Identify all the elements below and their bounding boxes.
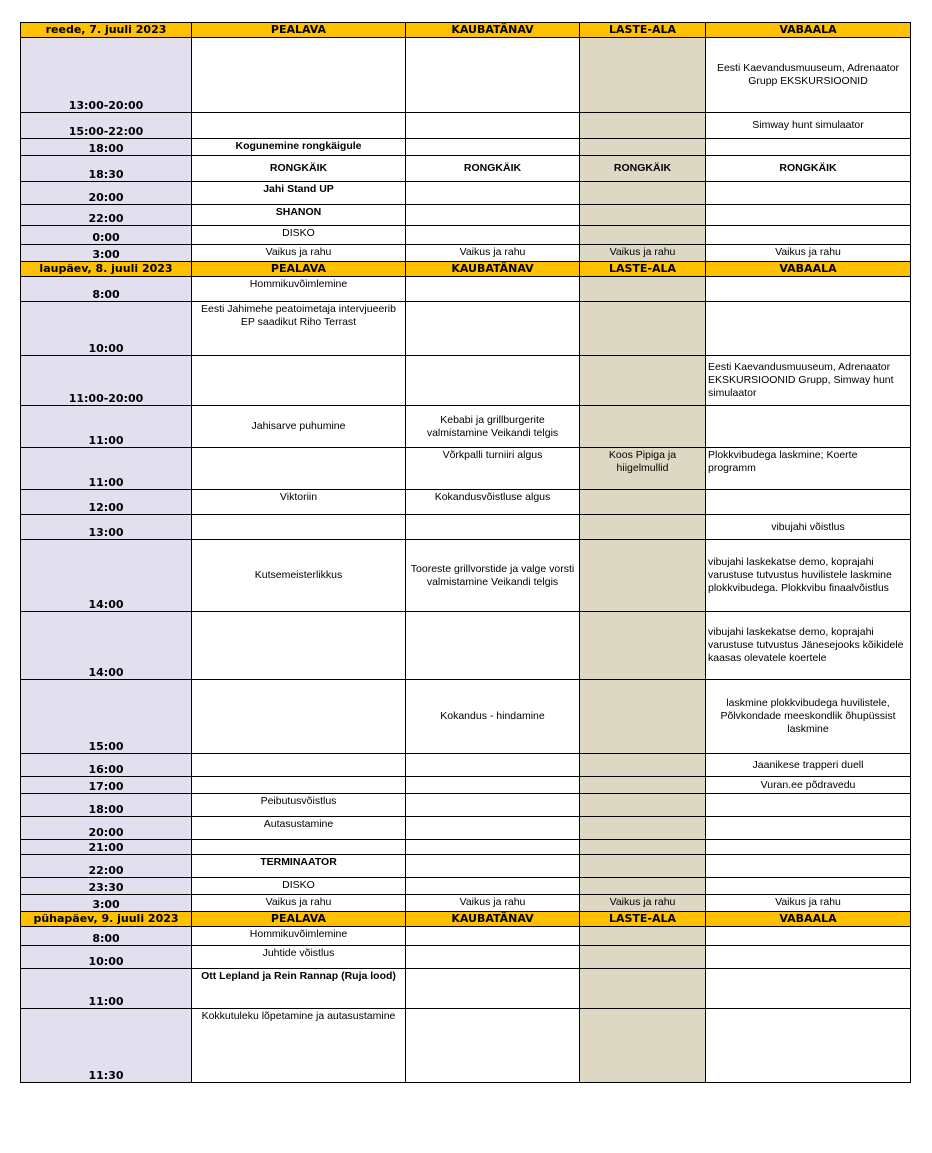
- time-cell: 13:00: [21, 515, 192, 540]
- time-cell: 23:30: [21, 878, 192, 895]
- time-cell: 18:30: [21, 156, 192, 182]
- schedule-table: [20, 22, 911, 1083]
- column-header: LASTE-ALA: [580, 23, 706, 38]
- event-cell: [580, 969, 706, 1009]
- event-cell: Vaikus ja rahu: [192, 245, 406, 262]
- column-header: VABAALA: [706, 23, 911, 38]
- event-cell: Jahisarve puhumine: [192, 406, 406, 448]
- event-cell: [192, 356, 406, 406]
- event-cell: [192, 754, 406, 777]
- schedule-row: [21, 612, 911, 680]
- event-cell: DISKO: [192, 226, 406, 245]
- event-cell: [580, 356, 706, 406]
- event-cell: [706, 927, 911, 946]
- event-cell: Simway hunt simulaator: [706, 113, 911, 139]
- event-cell: [580, 540, 706, 612]
- time-cell: 14:00: [21, 612, 192, 680]
- schedule-row: [21, 1009, 911, 1083]
- event-cell: [706, 1009, 911, 1083]
- time-cell: 12:00: [21, 490, 192, 515]
- time-cell: 18:00: [21, 794, 192, 817]
- event-cell: [192, 840, 406, 855]
- event-cell: [580, 38, 706, 113]
- event-cell: [706, 182, 911, 205]
- schedule-row: [21, 245, 911, 262]
- time-cell: 11:00: [21, 969, 192, 1009]
- event-cell: [406, 38, 580, 113]
- event-cell: [406, 182, 580, 205]
- event-cell: RONGKÄIK: [406, 156, 580, 182]
- event-cell: [580, 1009, 706, 1083]
- event-cell: [406, 969, 580, 1009]
- event-cell: [192, 448, 406, 490]
- event-cell: Kokkutuleku lõpetamine ja autasustamine: [192, 1009, 406, 1083]
- event-cell: TERMINAATOR: [192, 855, 406, 878]
- event-cell: [192, 38, 406, 113]
- event-cell: Eesti Kaevandusmuuseum, Adrenaator EKSKURSIOONID Grupp, Simway hunt simulaator: [706, 356, 911, 406]
- event-cell: [580, 840, 706, 855]
- column-header: LASTE-ALA: [580, 912, 706, 927]
- event-cell: [406, 302, 580, 356]
- schedule-row: [21, 113, 911, 139]
- event-cell: [580, 777, 706, 794]
- time-cell: 22:00: [21, 205, 192, 226]
- event-cell: [406, 794, 580, 817]
- event-cell: [580, 302, 706, 356]
- event-cell: Vaikus ja rahu: [192, 895, 406, 912]
- event-cell: [706, 277, 911, 302]
- time-cell: 11:00: [21, 406, 192, 448]
- time-cell: 0:00: [21, 226, 192, 245]
- schedule-row: [21, 490, 911, 515]
- event-cell: Vaikus ja rahu: [406, 245, 580, 262]
- event-cell: Eesti Kaevandusmuuseum, Adrenaator Grupp EKSKURSIOONID: [706, 38, 911, 113]
- event-cell: Vaikus ja rahu: [406, 895, 580, 912]
- time-cell: 8:00: [21, 927, 192, 946]
- event-cell: Kebabi ja grillburgerite valmistamine Veikandi telgis: [406, 406, 580, 448]
- schedule-row: [21, 302, 911, 356]
- event-cell: Jaanikese trapperi duell: [706, 754, 911, 777]
- event-cell: Ott Lepland ja Rein Rannap (Ruja lood): [192, 969, 406, 1009]
- column-header: KAUBATÄNAV: [406, 912, 580, 927]
- schedule-row: [21, 794, 911, 817]
- event-cell: Jahi Stand UP: [192, 182, 406, 205]
- event-cell: [406, 356, 580, 406]
- schedule-row: [21, 878, 911, 895]
- event-cell: [580, 878, 706, 895]
- time-cell: 16:00: [21, 754, 192, 777]
- event-cell: Kokandusvõistluse algus: [406, 490, 580, 515]
- event-cell: [580, 817, 706, 840]
- schedule-row: [21, 406, 911, 448]
- schedule-row: [21, 226, 911, 245]
- column-header: PEALAVA: [192, 912, 406, 927]
- event-cell: [192, 515, 406, 540]
- day-header-row: [21, 23, 911, 38]
- time-cell: 3:00: [21, 895, 192, 912]
- event-cell: [706, 302, 911, 356]
- time-cell: 8:00: [21, 277, 192, 302]
- event-cell: Vaikus ja rahu: [706, 245, 911, 262]
- event-cell: SHANON: [192, 205, 406, 226]
- schedule-row: [21, 817, 911, 840]
- time-cell: 10:00: [21, 946, 192, 969]
- schedule-body: [21, 23, 911, 1083]
- schedule-row: [21, 205, 911, 226]
- event-cell: Kokandus - hindamine: [406, 680, 580, 754]
- day-header-row: [21, 912, 911, 927]
- schedule-row: [21, 680, 911, 754]
- schedule-row: [21, 182, 911, 205]
- event-cell: [580, 515, 706, 540]
- event-cell: vibujahi laskekatse demo, koprajahi varustuse tutvustus Jänesejooks kõikidele kaasas olevatele koertele: [706, 612, 911, 680]
- event-cell: [406, 878, 580, 895]
- event-cell: [580, 490, 706, 515]
- day-label: pühapäev, 9. juuli 2023: [21, 912, 192, 927]
- time-cell: 13:00-20:00: [21, 38, 192, 113]
- event-cell: [706, 817, 911, 840]
- event-cell: [406, 277, 580, 302]
- event-cell: [580, 182, 706, 205]
- column-header: PEALAVA: [192, 23, 406, 38]
- event-cell: [406, 946, 580, 969]
- event-cell: [406, 113, 580, 139]
- day-label: reede, 7. juuli 2023: [21, 23, 192, 38]
- time-cell: 10:00: [21, 302, 192, 356]
- time-cell: 20:00: [21, 817, 192, 840]
- schedule-row: [21, 969, 911, 1009]
- time-cell: 11:00: [21, 448, 192, 490]
- event-cell: [706, 139, 911, 156]
- event-cell: Autasustamine: [192, 817, 406, 840]
- time-cell: 11:00-20:00: [21, 356, 192, 406]
- event-cell: Vaikus ja rahu: [580, 895, 706, 912]
- event-cell: [406, 840, 580, 855]
- schedule-row: [21, 515, 911, 540]
- event-cell: [580, 946, 706, 969]
- event-cell: [580, 226, 706, 245]
- event-cell: [406, 205, 580, 226]
- day-label: laupäev, 8. juuli 2023: [21, 262, 192, 277]
- time-cell: 15:00: [21, 680, 192, 754]
- event-cell: [192, 612, 406, 680]
- event-cell: [406, 226, 580, 245]
- event-cell: RONGKÄIK: [192, 156, 406, 182]
- event-cell: [580, 205, 706, 226]
- event-cell: Plokkvibudega laskmine; Koerte programm: [706, 448, 911, 490]
- time-cell: 17:00: [21, 777, 192, 794]
- event-cell: Eesti Jahimehe peatoimetaja intervjueerib EP saadikut Riho Terrast: [192, 302, 406, 356]
- event-cell: [580, 406, 706, 448]
- event-cell: Tooreste grillvorstide ja valge vorsti valmistamine Veikandi telgis: [406, 540, 580, 612]
- time-cell: 14:00: [21, 540, 192, 612]
- schedule-row: [21, 38, 911, 113]
- event-cell: DISKO: [192, 878, 406, 895]
- time-cell: 11:30: [21, 1009, 192, 1083]
- schedule-row: [21, 855, 911, 878]
- time-cell: 22:00: [21, 855, 192, 878]
- time-cell: 21:00: [21, 840, 192, 855]
- event-cell: Hommikuvõimlemine: [192, 927, 406, 946]
- event-cell: [406, 777, 580, 794]
- event-cell: [192, 777, 406, 794]
- event-cell: RONGKÄIK: [706, 156, 911, 182]
- event-cell: [706, 406, 911, 448]
- schedule-row: [21, 156, 911, 182]
- event-cell: Viktoriin: [192, 490, 406, 515]
- column-header: KAUBATÄNAV: [406, 262, 580, 277]
- event-cell: Vuran.ee põdravedu: [706, 777, 911, 794]
- schedule-row: [21, 927, 911, 946]
- day-header-row: [21, 262, 911, 277]
- column-header: VABAALA: [706, 262, 911, 277]
- event-cell: [706, 946, 911, 969]
- event-cell: [580, 927, 706, 946]
- event-cell: Vaikus ja rahu: [580, 245, 706, 262]
- event-cell: RONGKÄIK: [580, 156, 706, 182]
- schedule-row: [21, 277, 911, 302]
- event-cell: [406, 139, 580, 156]
- event-cell: [406, 1009, 580, 1083]
- schedule-row: [21, 448, 911, 490]
- column-header: KAUBATÄNAV: [406, 23, 580, 38]
- event-cell: Koos Pipiga ja hiigelmullid: [580, 448, 706, 490]
- time-cell: 15:00-22:00: [21, 113, 192, 139]
- column-header: VABAALA: [706, 912, 911, 927]
- schedule-row: [21, 139, 911, 156]
- event-cell: [406, 817, 580, 840]
- event-cell: [580, 855, 706, 878]
- time-cell: 20:00: [21, 182, 192, 205]
- event-cell: [580, 754, 706, 777]
- event-cell: [706, 794, 911, 817]
- schedule-row: [21, 356, 911, 406]
- event-cell: [406, 855, 580, 878]
- schedule-row: [21, 840, 911, 855]
- event-cell: Kogunemine rongkäigule: [192, 139, 406, 156]
- event-cell: vibujahi laskekatse demo, koprajahi varustuse tutvustus huvilistele laskmine plokkvibudega. Plokkvibu finaalvõistlus: [706, 540, 911, 612]
- time-cell: 18:00: [21, 139, 192, 156]
- schedule-row: [21, 754, 911, 777]
- event-cell: [706, 840, 911, 855]
- event-cell: [706, 205, 911, 226]
- event-cell: [580, 139, 706, 156]
- event-cell: [406, 612, 580, 680]
- schedule-row: [21, 777, 911, 794]
- event-cell: [406, 515, 580, 540]
- event-cell: [706, 969, 911, 1009]
- event-cell: [406, 754, 580, 777]
- schedule-row: [21, 895, 911, 912]
- event-cell: [706, 226, 911, 245]
- event-cell: laskmine plokkvibudega huvilistele, Põlvkondade meeskondlik õhupüssist laskmine: [706, 680, 911, 754]
- event-cell: [706, 855, 911, 878]
- event-cell: [192, 113, 406, 139]
- event-cell: [706, 490, 911, 515]
- event-cell: [192, 680, 406, 754]
- event-cell: vibujahi võistlus: [706, 515, 911, 540]
- event-cell: Peibutusvõistlus: [192, 794, 406, 817]
- event-cell: [706, 878, 911, 895]
- event-cell: Võrkpalli turniiri algus: [406, 448, 580, 490]
- schedule-row: [21, 540, 911, 612]
- event-cell: Juhtide võistlus: [192, 946, 406, 969]
- event-cell: Hommikuvõimlemine: [192, 277, 406, 302]
- event-cell: [580, 277, 706, 302]
- schedule-row: [21, 946, 911, 969]
- time-cell: 3:00: [21, 245, 192, 262]
- event-cell: [580, 794, 706, 817]
- event-cell: Kutsemeisterlikkus: [192, 540, 406, 612]
- event-cell: [580, 113, 706, 139]
- event-cell: [580, 612, 706, 680]
- event-cell: [406, 927, 580, 946]
- column-header: PEALAVA: [192, 262, 406, 277]
- event-cell: Vaikus ja rahu: [706, 895, 911, 912]
- event-cell: [580, 680, 706, 754]
- column-header: LASTE-ALA: [580, 262, 706, 277]
